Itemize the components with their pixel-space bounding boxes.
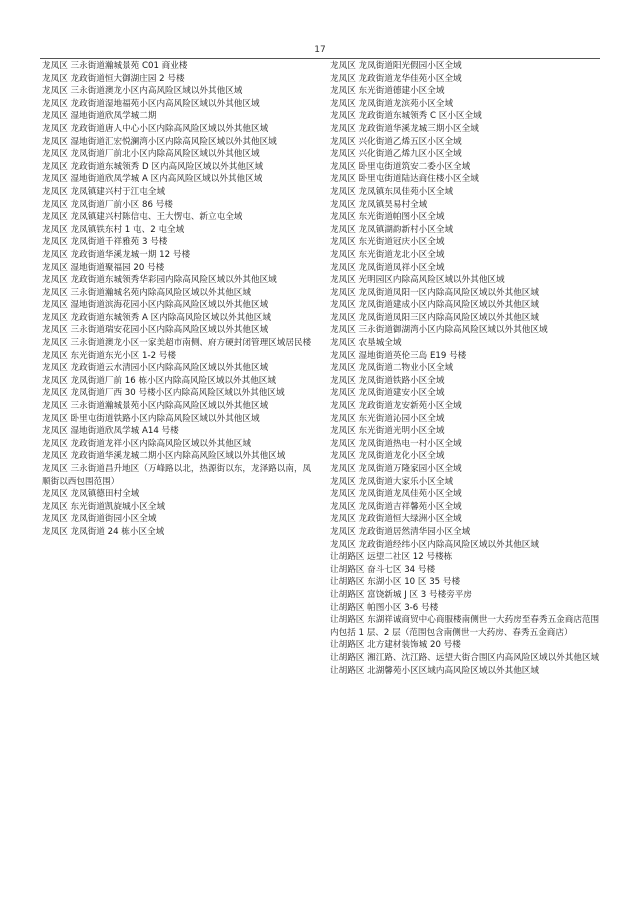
list-item: 龙凤区 三永街道瀚城景苑小区内除高风险区域以外其他区域 <box>42 401 269 412</box>
list-item: 龙凤区 龙政街道华溪龙城二期小区内除高风险区域以外其他区域 <box>42 451 286 462</box>
list-item: 龙凤区 龙政街道唐人中心小区内除高风险区域以外其他区域 <box>42 123 269 134</box>
list-item: 龙凤区 卧里屯街道陆达商住楼小区全域 <box>330 174 479 185</box>
list-item: 龙凤区 龙凤镇东凤佳苑小区全域 <box>330 186 454 197</box>
list-item: 龙凤区 龙政街道华溪龙城一期 12 号楼 <box>42 249 191 260</box>
list-item: 龙凤区 卧里屯街道铁路小区内除高风险区域以外其他区域 <box>42 413 260 424</box>
list-item: 龙凤区 东光街道德建小区全域 <box>330 86 445 97</box>
list-item: 龙凤区 湿地街道英伦三岛 E19 号楼 <box>330 350 467 361</box>
list-item: 龙凤区 龙凤街道大家乐小区全域 <box>330 476 454 487</box>
list-item: 龙凤区 兴化街道乙烯九区小区全域 <box>330 149 462 160</box>
list-item: 龙凤区 龙凤镇建兴村于江屯全域 <box>42 186 166 197</box>
list-item: 龙凤区 东光街道龙北小区全域 <box>330 249 445 260</box>
list-item: 龙凤区 龙凤街道吉祥馨苑小区全域 <box>330 501 462 512</box>
list-item: 让胡路区 东湖祥诚商贸中心商服楼南侧世一大药房至春秀五金商店范围内包括 1 层、2 层（范围包含南侧世一大药房、春秀五金商店） <box>330 615 600 638</box>
list-item: 龙凤区 龙凤街道万隆家园小区全域 <box>330 464 462 474</box>
list-item: 龙凤区 东光街道凯旋城小区全域 <box>42 501 166 512</box>
list-item: 龙凤区 三永街道昌升地区（万峰路以北，热源街以东，龙泽路以南，凤顺街以西包围范围） <box>42 464 312 487</box>
list-item: 龙凤区 卧里屯街道筑安二委小区全域 <box>330 161 471 172</box>
list-item: 龙凤区 农垦城全域 <box>330 338 402 349</box>
list-item: 龙凤区 龙政街道龙祥小区内除高风险区域以外其他区域 <box>42 438 251 449</box>
list-item: 龙凤区 湿地街道滨海花园小区内除高风险区域以外其他区域 <box>42 300 269 311</box>
list-item: 龙凤区 龙凤街道厂西 30 号楼小区内除高风险区域以外其他区域 <box>42 388 285 399</box>
list-item: 龙凤区 湿地街道聚福园 20 号楼 <box>42 262 165 273</box>
list-item: 龙凤区 龙政街道居然清华园小区全域 <box>330 526 471 537</box>
list-item: 龙凤区 湿地街道汇宏悦澜湾小区内除高风险区域以外其他区域 <box>42 136 277 147</box>
list-item: 龙凤区 三永街道瀚城名苑内除高风险区域以外其他区域 <box>42 287 251 298</box>
list-item: 龙凤区 光明园区内除高风险区域以外其他区域 <box>330 275 505 286</box>
list-item: 龙凤区 东光街道冠庆小区全域 <box>330 237 445 248</box>
list-item: 龙凤区 龙凤街道凤祥小区全域 <box>330 262 445 273</box>
list-item: 让胡路区 远望二社区 12 号楼栋 <box>330 552 453 563</box>
list-item: 龙凤区 龙凤街道厂前小区 86 号楼 <box>42 199 173 210</box>
list-item: 龙凤区 龙凤街道龙滨苑小区全域 <box>330 98 454 109</box>
list-item: 龙凤区 龙凤镇德田村全域 <box>42 489 140 500</box>
list-item: 龙凤区 龙政街道恒大御湖庄园 2 号楼 <box>42 73 185 84</box>
list-item: 龙凤区 三永街道澳龙小区内高风险区域以外其他区域 <box>42 86 243 97</box>
list-item: 龙凤区 龙凤街道热电一村小区全域 <box>330 438 462 449</box>
list-item: 龙凤区 龙凤街道 24 栋小区全域 <box>42 526 165 537</box>
list-item: 龙凤区 龙凤镇昊易村全域 <box>330 199 428 210</box>
list-item: 龙凤区 龙凤街道凤阳三区内除高风险区域以外其他区域 <box>330 312 539 323</box>
list-item: 龙凤区 龙政街道云水清园小区内除高风险区域以外其他区域 <box>42 363 269 374</box>
list-item: 龙凤区 东光街道光明小区全域 <box>330 426 445 437</box>
list-item: 让胡路区 奋斗七区 34 号楼 <box>330 564 436 575</box>
right-column <box>330 60 602 677</box>
list-item: 龙凤区 龙凤街道厂前北小区内除高风险区域以外其他区域 <box>42 149 260 160</box>
list-item: 龙凤区 湿地街道欣凤学城二期 <box>42 111 157 122</box>
page-number: 17 <box>314 45 326 55</box>
list-item: 龙凤区 龙凤街道千祥雅苑 3 号楼 <box>42 237 168 248</box>
list-item: 龙凤区 三永街道御湖湾小区内除高风险区域以外其他区域 <box>330 325 548 336</box>
list-item: 龙凤区 龙政街道龙安新苑小区全域 <box>330 401 462 412</box>
list-item: 让胡路区 北方建材装饰城 20 号楼 <box>330 640 461 651</box>
list-item: 龙凤区 龙凤街道铁路小区全域 <box>330 375 445 386</box>
list-item: 龙凤区 三永街道瑞安花园小区内除高风险区域以外其他区域 <box>42 325 269 336</box>
list-item: 龙凤区 龙政街道恒大绿洲小区全域 <box>330 514 462 525</box>
list-item: 龙凤区 龙政街道东城领秀华彩园内除高风险区域以外其他区域 <box>42 275 277 286</box>
list-item: 龙凤区 龙凤镇建兴村陈信屯、王大愣屯、新立屯全域 <box>42 212 243 223</box>
list-item: 龙凤区 湿地街道欣凤学城 A14 号楼 <box>42 426 179 437</box>
header-rule <box>40 58 600 59</box>
list-item: 龙凤区 东光街道帕图小区全域 <box>330 212 445 223</box>
list-item: 让胡路区 北湖馨苑小区区域内高风险区域以外其他区域 <box>330 665 539 676</box>
list-item: 龙凤区 龙凤街道厂前 16 栋小区内除高风险区域以外其他区域 <box>42 375 276 386</box>
list-item: 龙凤区 龙凤街道建安小区全域 <box>330 388 445 399</box>
list-item: 龙凤区 三永街道瀚城景苑 C01 商业楼 <box>42 61 188 71</box>
list-item: 让胡路区 帕图小区 3-6 号楼 <box>330 602 439 613</box>
list-item: 龙凤区 龙凤街道街园小区全域 <box>42 514 157 525</box>
left-column <box>42 60 314 539</box>
list-item: 龙凤区 龙政街道华溪龙城三期小区全域 <box>330 123 479 134</box>
list-item: 让胡路区 湘江路、沈江路、远望大街合围区内高风险区域以外其他区域 <box>330 652 600 663</box>
list-item: 龙凤区 龙政街道经纬小区内除高风险区域以外其他区域 <box>330 539 539 550</box>
list-item: 龙凤区 龙政街道东城领秀 A 区内除高风险区域以外其他区域 <box>42 312 271 323</box>
list-item: 龙凤区 龙凤街道二物业小区全域 <box>330 363 454 374</box>
list-item: 龙凤区 龙政街道东城领秀 C 区小区全域 <box>330 111 482 122</box>
list-item: 龙凤区 龙政街道东城领秀 D 区内高风险区域以外其他区域 <box>42 161 264 172</box>
list-item: 龙凤区 龙凤镇湖韵新村小区全域 <box>330 224 454 235</box>
list-item: 龙凤区 兴化街道乙烯五区小区全域 <box>330 136 462 147</box>
list-item: 龙凤区 湿地街道欣凤学城 A 区内高风险区域以外其他区域 <box>42 174 263 185</box>
list-item: 龙凤区 龙凤街道建成小区内除高风险区域以外其他区域 <box>330 300 539 311</box>
list-item: 龙凤区 龙政街道龙华佳苑小区全域 <box>330 73 462 84</box>
list-item: 龙凤区 龙凤街道龙化小区全域 <box>330 451 445 462</box>
list-item: 让胡路区 富饶新城 J 区 3 号楼旁平房 <box>330 589 472 600</box>
list-item: 龙凤区 龙政街道湿地福苑小区内高风险区域以外其他区域 <box>42 98 260 109</box>
list-item: 龙凤区 龙凤街道阳光假园小区全域 <box>330 61 462 71</box>
list-item: 龙凤区 东光街道沁园小区全域 <box>330 413 445 424</box>
list-item: 龙凤区 东光街道东光小区 1-2 号楼 <box>42 350 176 361</box>
list-item: 让胡路区 东湖小区 10 区 35 号楼 <box>330 577 461 588</box>
list-item: 龙凤区 三永街道澳龙小区一家美超市南侧、府方硬封闭管理区域居民楼 <box>42 338 312 349</box>
list-item: 龙凤区 龙凤镇铁东村 1 屯、2 屯全域 <box>42 224 185 235</box>
list-item: 龙凤区 龙凤街道凤阳一区内除高风险区域以外其他区域 <box>330 287 539 298</box>
list-item: 龙凤区 龙凤街道龙凤佳苑小区全域 <box>330 489 462 500</box>
